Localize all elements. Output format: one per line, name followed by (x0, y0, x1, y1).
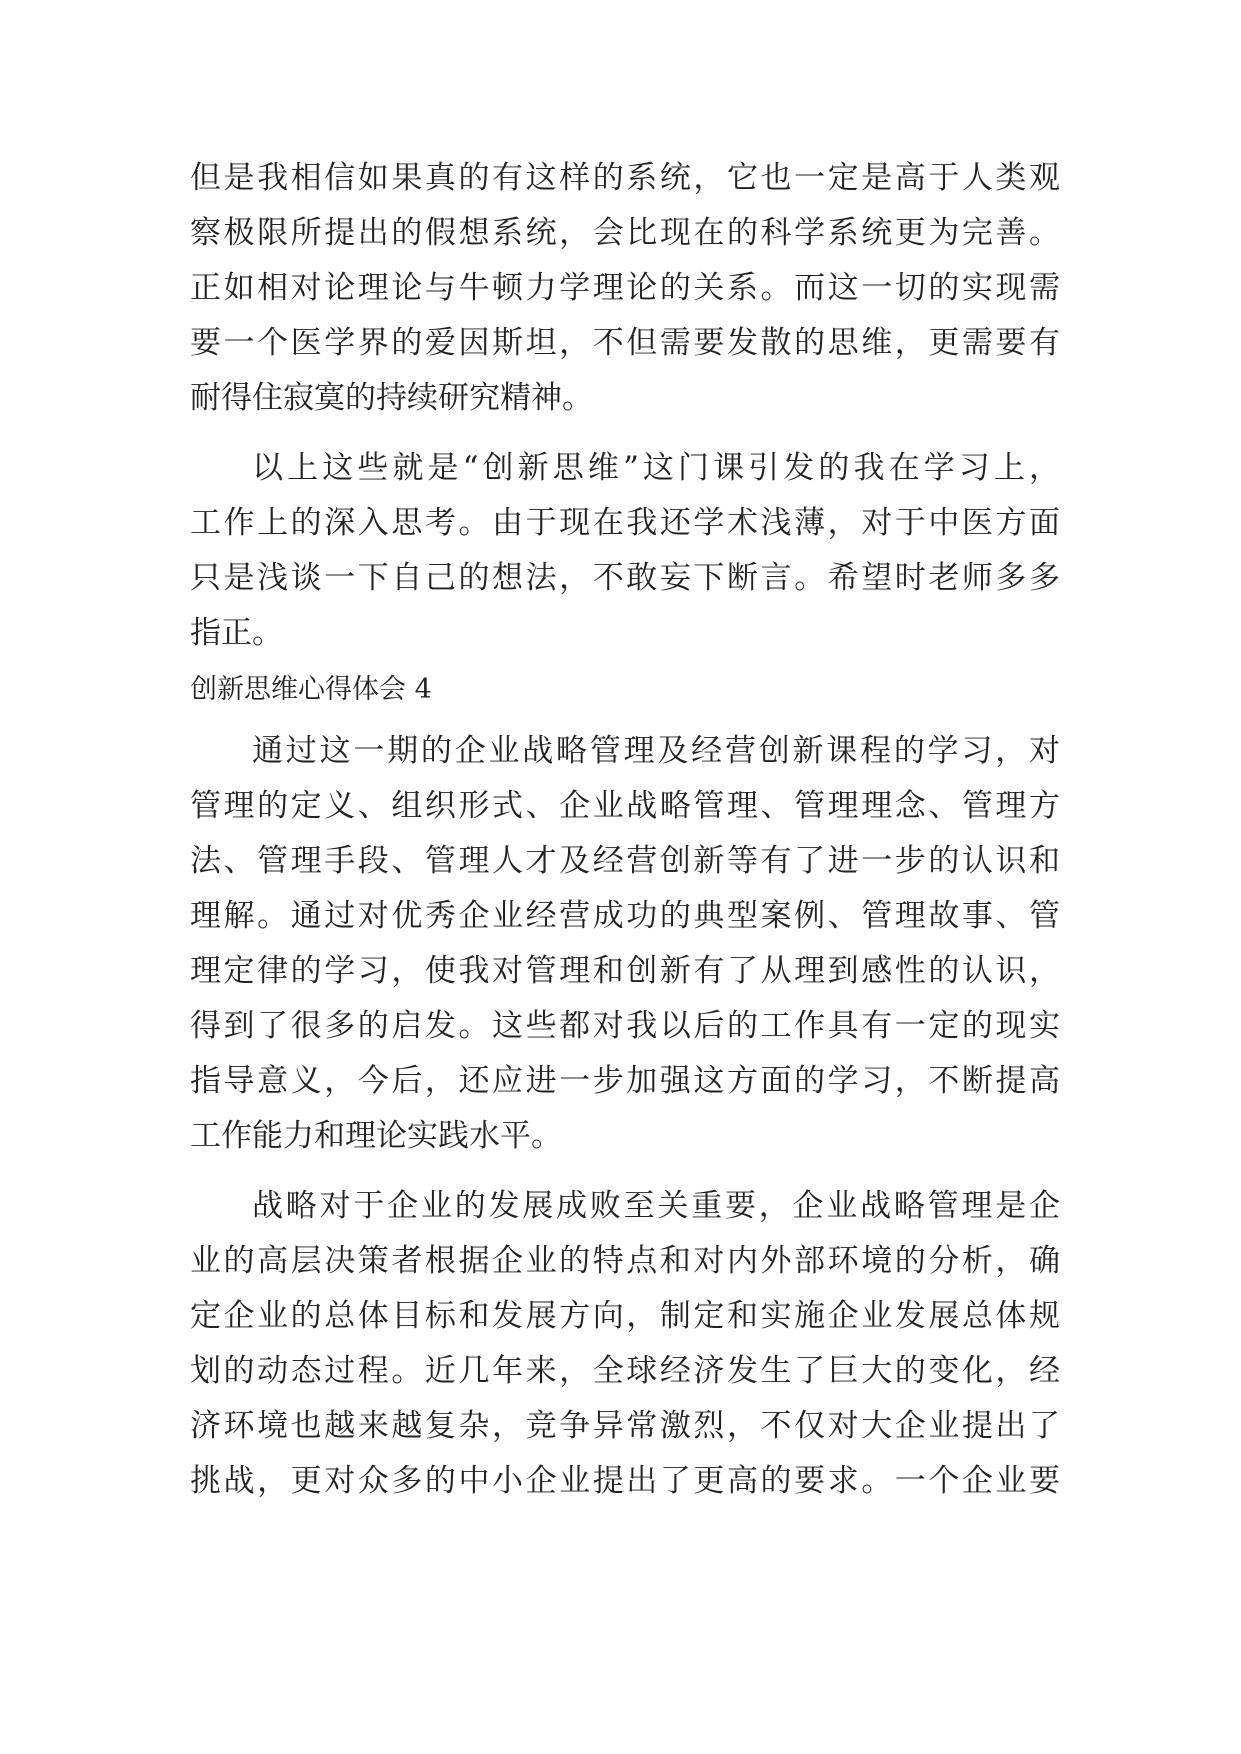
paragraph-1-line-1: 但是我相信如果真的有这样的系统，它也一定是高于人类观 (190, 160, 1060, 196)
paragraph-3-line-8: 工作能力和理论实践水平。 (190, 1118, 562, 1154)
paragraph-4-line-5: 济环境也越来越复杂，竞争异常激烈，不仅对大企业提出了 (190, 1408, 1060, 1444)
paragraph-4-line-1: 战略对于企业的发展成败至关重要，企业战略管理是企 (252, 1188, 1060, 1224)
paragraph-2-line-2: 工作上的深入思考。由于现在我还学术浅薄，对于中医方面 (190, 505, 1060, 541)
paragraph-2-line-4: 指正。 (190, 615, 283, 651)
paragraph-3-line-6: 得到了很多的启发。这些都对我以后的工作具有一定的现实 (190, 1008, 1060, 1044)
paragraph-3-line-7: 指导意义，今后，还应进一步加强这方面的学习，不断提高 (190, 1063, 1060, 1099)
paragraph-3-line-4: 理解。通过对优秀企业经营成功的典型案例、管理故事、管 (190, 898, 1060, 934)
paragraph-4-line-3: 定企业的总体目标和发展方向，制定和实施企业发展总体规 (190, 1298, 1060, 1334)
paragraph-2-line-3: 只是浅谈一下自己的想法，不敢妄下断言。希望时老师多多 (190, 560, 1060, 596)
paragraph-3-line-2: 管理的定义、组织形式、企业战略管理、管理理念、管理方 (190, 788, 1060, 824)
paragraph-3-line-1: 通过这一期的企业战略管理及经营创新课程的学习，对 (252, 733, 1060, 769)
paragraph-3-line-5: 理定律的学习，使我对管理和创新有了从理到感性的认识， (190, 953, 1060, 989)
paragraph-1-line-4: 要一个医学界的爱因斯坦，不但需要发散的思维，更需要有 (190, 325, 1060, 361)
section-heading: 创新思维心得体会 4 (190, 674, 432, 705)
paragraph-2-line-1: 以上这些就是“创新思维”这门课引发的我在学习上， (252, 450, 1060, 486)
paragraph-4-line-2: 业的高层决策者根据企业的特点和对内外部环境的分析，确 (190, 1243, 1060, 1279)
paragraph-1-line-2: 察极限所提出的假想系统，会比现在的科学系统更为完善。 (190, 215, 1060, 251)
paragraph-1-line-5: 耐得住寂寞的持续研究精神。 (190, 380, 593, 416)
paragraph-4-line-6: 挑战，更对众多的中小企业提出了更高的要求。一个企业要 (190, 1463, 1060, 1499)
paragraph-1-line-3: 正如相对论理论与牛顿力学理论的关系。而这一切的实现需 (190, 270, 1060, 306)
paragraph-4-line-4: 划的动态过程。近几年来，全球经济发生了巨大的变化，经 (190, 1353, 1060, 1389)
paragraph-3-line-3: 法、管理手段、管理人才及经营创新等有了进一步的认识和 (190, 843, 1060, 879)
